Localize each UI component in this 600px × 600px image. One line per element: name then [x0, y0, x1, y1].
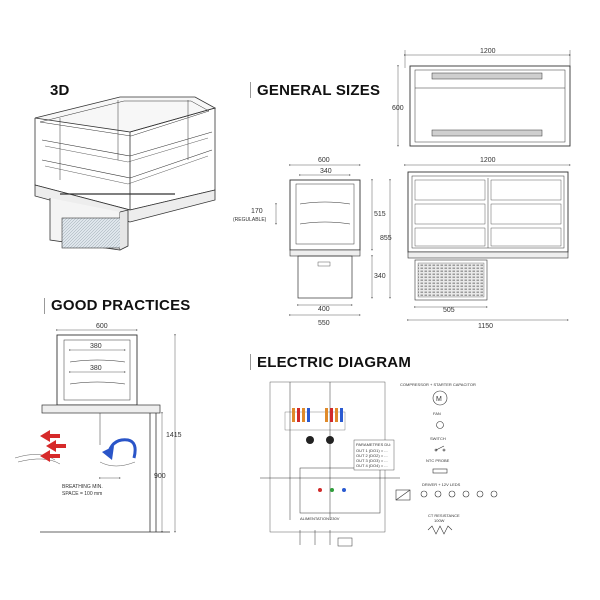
parameter-out-2: OUT 2 (DO2) = ...: [356, 453, 388, 458]
breathing-space-line1: BREATHING MIN.: [62, 484, 103, 490]
cold-air-arrow: [102, 440, 135, 460]
dim-side-width: 600: [318, 157, 330, 164]
dim-side-total-height: 855: [380, 235, 392, 242]
parameter-out-1: OUT 1 (DO1) = ...: [356, 448, 388, 453]
dim-side-shelf-height: 170: [251, 208, 263, 215]
legend-driver-leds: DRIVER + 12V LEDS: [422, 482, 461, 487]
legend-ct-resistance-1: CT RESISTANCE: [428, 513, 460, 518]
dim-front-bottom-width: 1150: [478, 323, 494, 330]
section-title-general-sizes: GENERAL SIZES: [257, 82, 381, 99]
legend-switch: SWITCH: [430, 436, 446, 441]
practices-width: 600: [96, 323, 108, 330]
front-view-top: [398, 50, 570, 146]
dim-front-top-height: 600: [392, 105, 404, 112]
power-supply-label: ALIMENTATION 230V: [300, 516, 340, 521]
practices-height-counter: 900: [154, 473, 166, 480]
legend-ct-resistance-2: 100W: [434, 518, 445, 523]
legend-fan: FAN: [433, 411, 441, 416]
parameters-title: PARAMETRES DU:: [356, 442, 392, 447]
section-title-good-practices: GOOD PRACTICES: [51, 297, 191, 314]
practices-shelf-2: 380: [90, 365, 102, 372]
dim-front-top-width: 1200: [480, 48, 496, 55]
legend-ntc-probe: NTC PROBE: [426, 458, 450, 463]
dim-side-regulable: (REGULABLE): [233, 217, 267, 223]
parameter-out-4: OUT 4 (DO4) = ...: [356, 463, 388, 468]
dim-side-bottom-width: 550: [318, 320, 330, 327]
parameter-out-3: OUT 3 (DO3) = ...: [356, 458, 388, 463]
installation-diagram: [15, 330, 175, 532]
hot-air-arrows: [40, 430, 66, 462]
section-title-3d: 3D: [50, 82, 70, 99]
dim-side-base-width: 400: [318, 306, 330, 313]
section-title-electric-diagram: ELECTRIC DIAGRAM: [257, 354, 412, 371]
dim-side-lower-height: 340: [374, 273, 386, 280]
compressor-symbol: M: [436, 396, 442, 403]
breathing-space-line2: SPACE = 100 mm: [62, 491, 103, 497]
practices-shelf-1: 380: [90, 343, 102, 350]
dim-front-base-width: 505: [443, 307, 455, 314]
legend-compressor: COMPRESSOR + STARTER CAPACITOR: [400, 382, 476, 387]
showcase-3d-view: [35, 97, 215, 250]
dim-side-inner-width: 340: [320, 168, 332, 175]
dim-side-upper-height: 515: [374, 211, 386, 218]
side-view: [276, 165, 390, 315]
practices-height-total: 1415: [166, 432, 182, 439]
dim-front-width: 1200: [480, 157, 496, 164]
front-view: [405, 165, 570, 320]
